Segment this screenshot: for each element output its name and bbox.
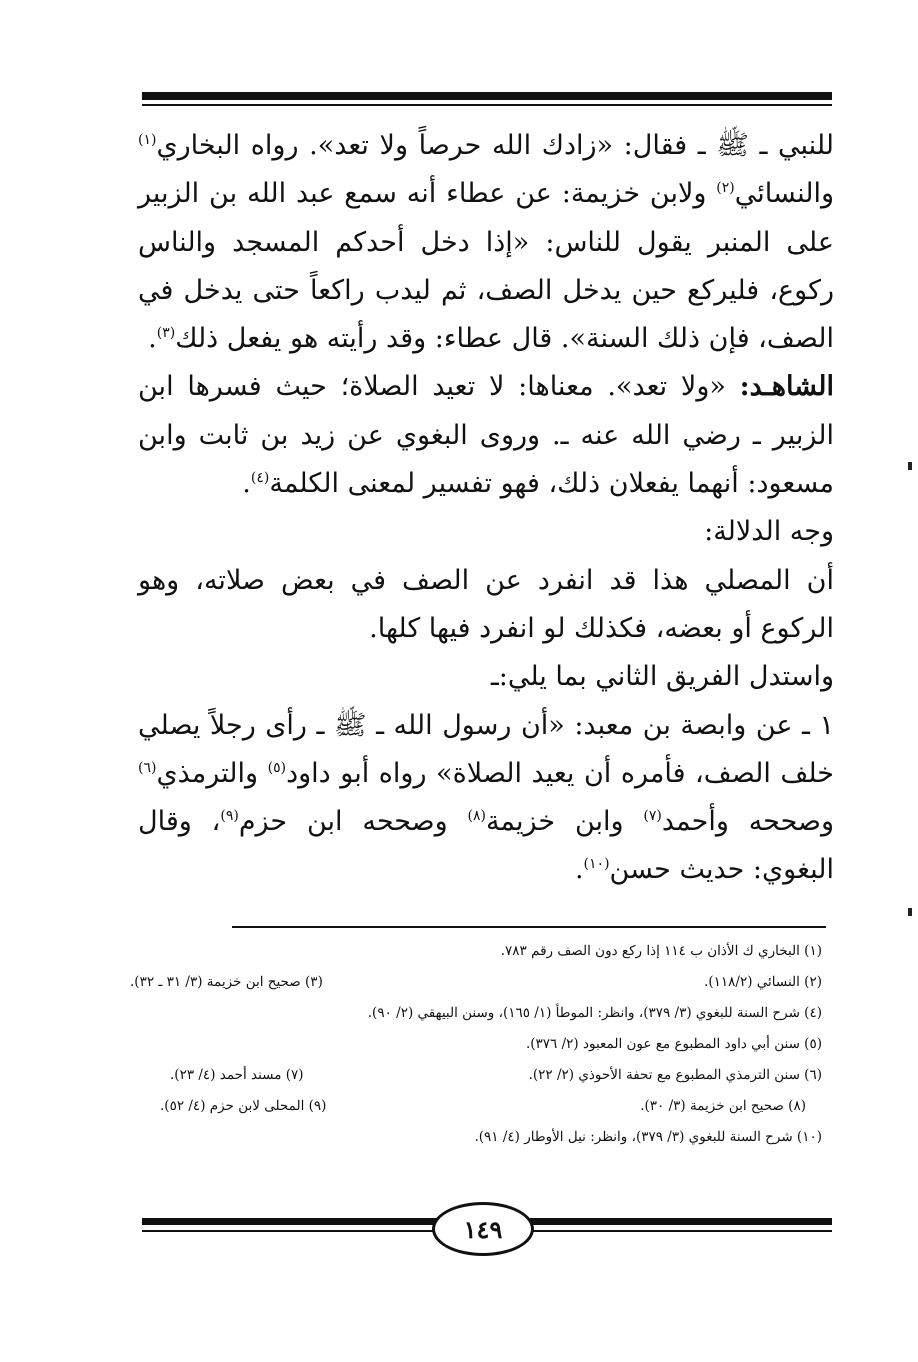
footnote-6: (٦) سنن الترمذي المطبوع مع تحفة الأحوذي (٢/ ٢٢).	[528, 1067, 822, 1083]
footnotes	[130, 936, 836, 1153]
p6-text-2: والترمذي	[156, 757, 268, 789]
footnote-row	[130, 967, 836, 998]
p6-end: .	[574, 854, 584, 886]
p1-text-2: والنسائي	[734, 178, 834, 210]
page-number	[432, 1202, 534, 1256]
footnote-row	[130, 1122, 836, 1153]
p2-end: .	[242, 468, 251, 500]
footnote-ref-8: (٨)	[467, 808, 486, 825]
p6-text-3: وصححه وأحمد	[661, 806, 834, 838]
footnote-5: (٥) سنن أبي داود المطبوع مع عون المعبود (٢/ ٣٧٦).	[525, 1036, 822, 1052]
paragraph-2	[138, 363, 834, 508]
footnote-1: (١) البخاري ك الأذان ب ١١٤ إذا ركع دون الصف رقم ٧٨٣.	[500, 943, 822, 959]
paragraph-6	[138, 702, 834, 895]
main-text	[138, 122, 834, 895]
footnote-9: (٩) المحلى لابن حزم (٤/ ٥٢).	[160, 1098, 327, 1114]
p2-text: «ولا تعد». معناها: لا تعيد الصلاة؛ حيث فسرها ابن الزبير ـ رضي الله عنه ـ. وروى البغوي عن زيد بن ثابت وابن مسعود: أنهما يفعلان ذلك، فهو تفسير لمعنى الكلمة	[138, 371, 834, 500]
footnote-ref-1: (١)	[138, 132, 157, 148]
shahid-heading: الشاهـد:	[739, 371, 834, 403]
footnote-ref-3: (٣)	[156, 325, 176, 342]
footnote-separator	[232, 926, 826, 928]
paragraph-4: أن المصلي هذا قد انفرد عن الصف في بعض صلاته، وهو الركوع أو بعضه، فكذلك لو انفرد فيها كلها.	[138, 564, 834, 644]
paragraph-1	[138, 122, 834, 363]
footnote-2: (٢) النسائي (١١٨/٢).	[704, 974, 822, 990]
p6-text-5: وصححه ابن حزم	[238, 806, 468, 838]
p1-text-3: ولابن خزيمة: عن عطاء أنه سمع عبد الله بن الزبير على المنبر يقول للناس: «إذا دخل أحدكم المسجد والناس ركوع، فليركع حين يدخل الصف، ثم ليدب راكعاً حتى يدخل في الصف، فإن ذلك السنة». قال عطاء: وقد رأيته هو يفعل ذلك	[138, 178, 834, 355]
p1-text: للنبي ـ ﷺ ـ فقال: «زادك الله حرصاً ولا تعد». رواه البخاري	[156, 130, 834, 161]
footnote-row	[130, 936, 836, 967]
footnote-ref-2: (٢)	[716, 180, 735, 197]
footnote-8: (٨) صحيح ابن خزيمة (٣/ ٣٠).	[640, 1098, 806, 1114]
footnote-ref-6: (٦)	[138, 759, 157, 776]
footnote-ref-9: (٩)	[220, 808, 239, 825]
footnote-7: (٧) مسند أحمد (٤/ ٢٣).	[170, 1067, 304, 1083]
footnote-10: (١٠) شرح السنة للبغوي (٣/ ٣٧٩)، وانظر: نيل الأوطار (٤/ ٩١).	[474, 1129, 822, 1145]
p1-end: .	[148, 323, 157, 355]
footnote-row	[130, 1060, 836, 1091]
header-rule-thin	[142, 104, 832, 106]
paragraph-3: وجه الدلالة:	[704, 516, 834, 548]
footnote-ref-10: (١٠)	[583, 856, 610, 873]
footnote-row	[130, 1029, 836, 1060]
footnote-row	[130, 998, 836, 1029]
paragraph-5: واستدل الفريق الثاني بما يلي:ـ	[490, 661, 834, 693]
p6-text-4: وابن خزيمة	[485, 806, 644, 838]
scan-edge-mark	[908, 462, 912, 470]
footnote-4: (٤) شرح السنة للبغوي (٣/ ٣٧٩)، وانظر: الموطأ (١/ ١٦٥)، وسنن البيهقي (٢/ ٩٠).	[367, 1005, 822, 1021]
footnote-ref-5: (٥)	[267, 759, 287, 776]
p6-text: ١ ـ عن وابصة بن معبد: «أن رسول الله ـ ﷺ ـ رأى رجلاً يصلي خلف الصف، فأمره أن يعيد الصلاة» رواه أبو داود	[138, 709, 834, 789]
footnote-row	[130, 1091, 836, 1122]
page-number-text: ١٤٩	[463, 1214, 503, 1244]
header-rule-thick	[142, 92, 832, 100]
footnote-ref-7: (٧)	[643, 808, 662, 825]
footnote-3: (٣) صحيح ابن خزيمة (٣/ ٣١ ـ ٣٢).	[130, 974, 323, 990]
scan-edge-mark	[908, 908, 912, 916]
footnote-ref-4: (٤)	[250, 470, 270, 487]
p6-text-6: ، وقال البغوي: حديث حسن	[138, 806, 834, 886]
